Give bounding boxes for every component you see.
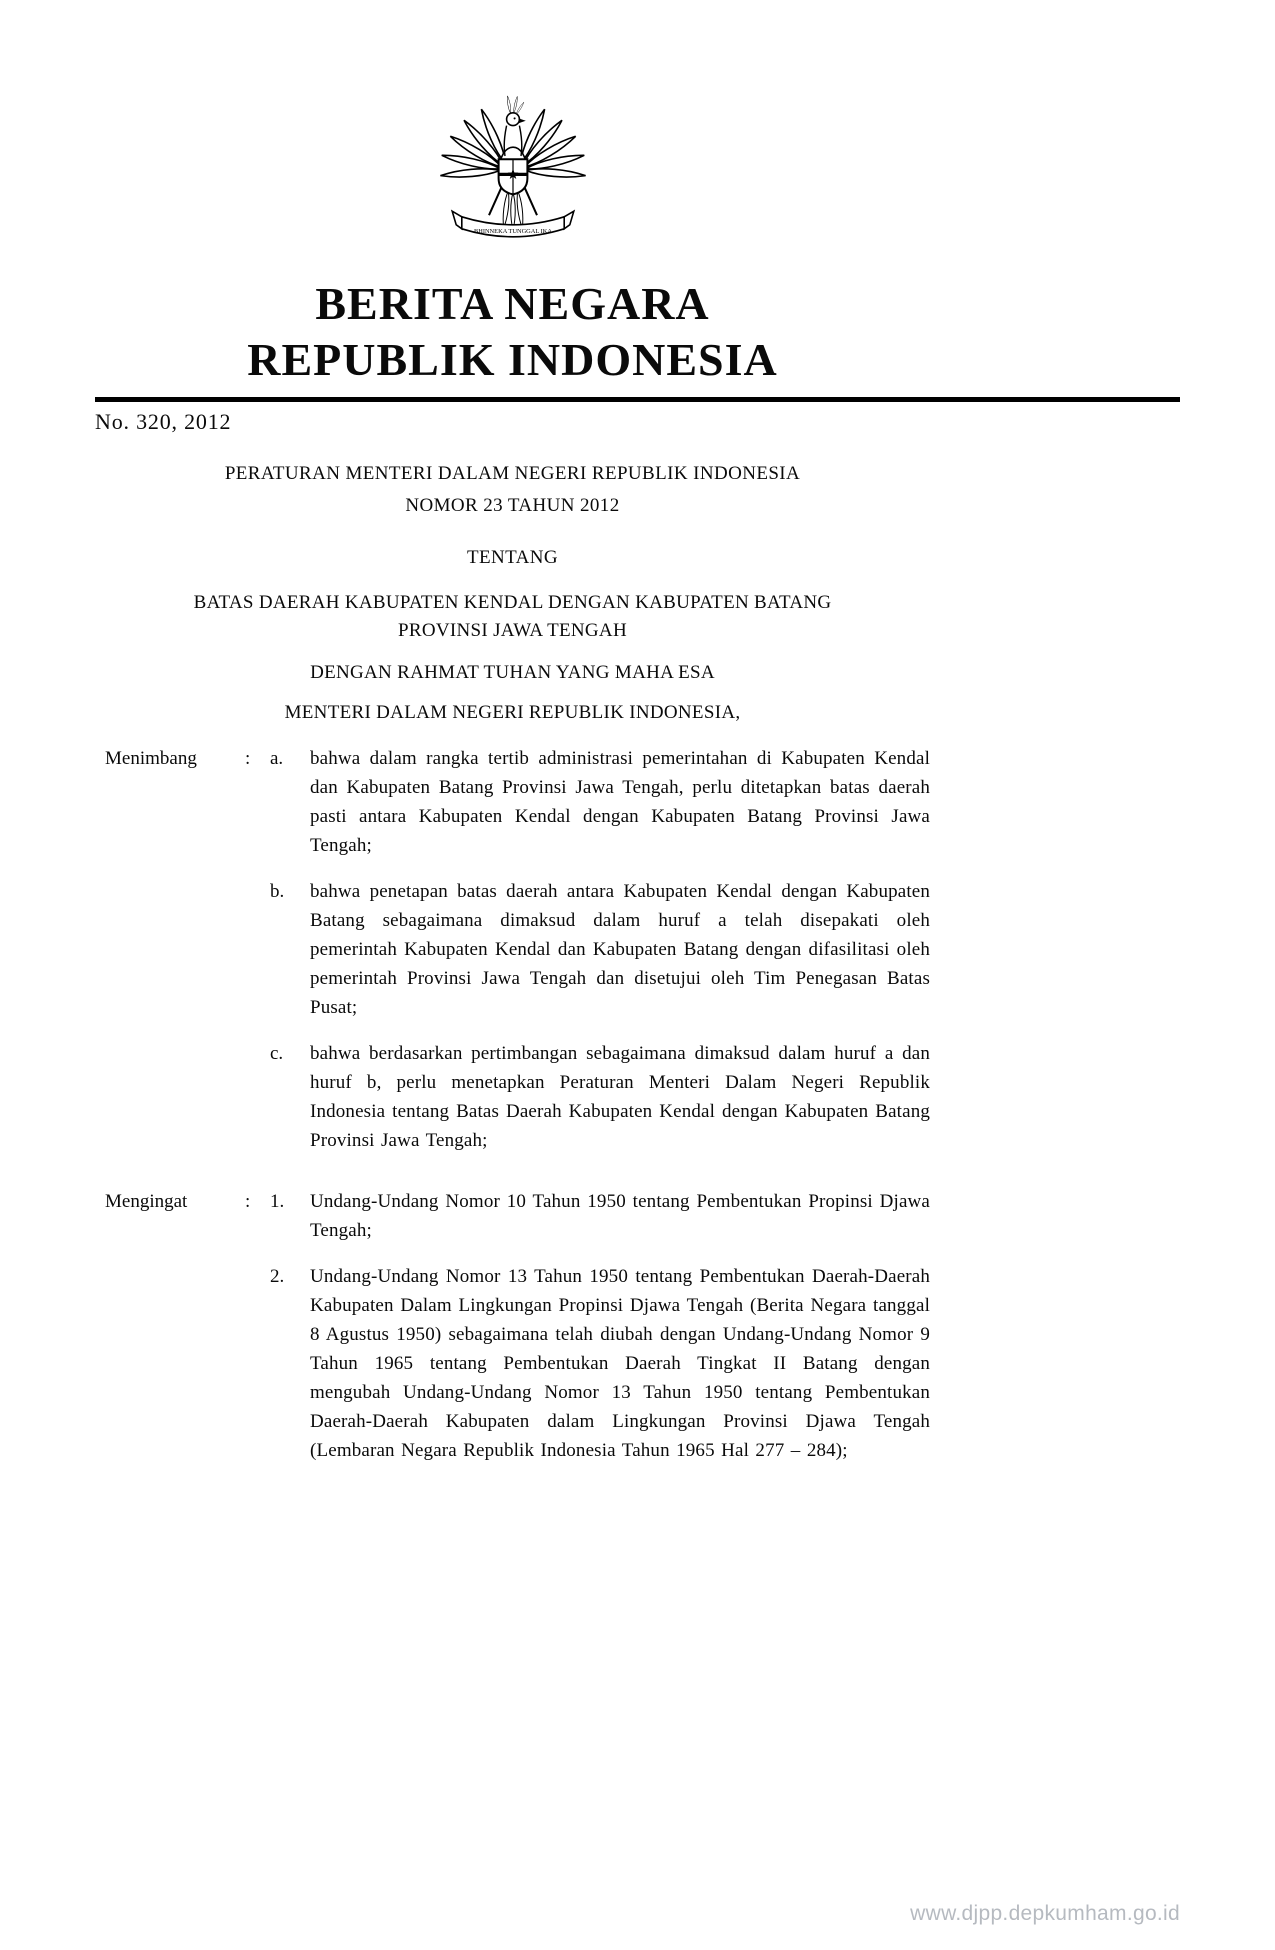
mengingat-item-marker: 1. (270, 1191, 285, 1212)
menimbang-item-text: bahwa dalam rangka tertib administrasi pemerintahan di Kabupaten Kendal dan Kabupaten Batang Provinsi Jawa Tengah, perlu ditetapkan batas daerah pasti antara Kabupaten Kendal dengan Kabupaten Batang Provinsi Jawa Tengah; (310, 748, 930, 856)
menimbang-item-marker: a. (270, 748, 284, 769)
spacer-label (95, 877, 245, 1022)
masthead-line1: BERITA NEGARA (315, 278, 710, 329)
mengingat-item-text: Undang-Undang Nomor 10 Tahun 1950 tentang Pembentukan Propinsi Djawa Tengah; (310, 1191, 930, 1241)
masthead-divider (95, 397, 1180, 402)
menimbang-colon: : (245, 748, 251, 769)
menimbang-section (95, 744, 930, 1465)
garuda-pancasila-emblem (417, 92, 609, 252)
subject-title (95, 589, 930, 645)
masthead-title (95, 276, 930, 388)
spacer-label (95, 1262, 245, 1465)
emblem-motto: BHINNEKA TUNGGAL IKA (473, 227, 552, 235)
mengingat-label: Mengingat (105, 1191, 188, 1212)
menimbang-item-text: bahwa penetapan batas daerah antara Kabupaten Kendal dengan Kabupaten Batang sebagaimana dimaksud dalam huruf a telah disepakati oleh pemerintah Kabupaten Kendal dan Kabupaten Batang dengan difasilitasi oleh pemerintah Provinsi Jawa Tengah dan disetujui oleh Tim Penegasan Batas Pusat; (310, 881, 930, 1018)
spacer-colon (245, 877, 270, 1022)
watermark-url: www.djpp.depkumham.go.id (910, 1902, 1180, 1925)
menimbang-item-a (95, 744, 930, 860)
subject-line2: PROVINSI JAWA TENGAH (398, 620, 627, 641)
menimbang-item-c (95, 1039, 930, 1155)
menimbang-label: Menimbang (105, 748, 197, 769)
mengingat-item-marker: 2. (270, 1266, 285, 1287)
garuda-emblem-graphic (417, 92, 609, 252)
mengingat-item-1 (95, 1187, 930, 1245)
tentang-heading: TENTANG (467, 547, 558, 568)
spacer-colon (245, 1039, 270, 1155)
regulation-title: PERATURAN MENTERI DALAM NEGERI REPUBLIK INDONESIA (224, 463, 801, 484)
menimbang-item-marker: c. (270, 1043, 284, 1064)
issuer-title: MENTERI DALAM NEGERI REPUBLIK INDONESIA, (284, 702, 741, 723)
menimbang-item-b (95, 877, 930, 1022)
menimbang-item-text: bahwa berdasarkan pertimbangan sebagaimana dimaksud dalam huruf a dan huruf b, perlu menetapkan Peraturan Menteri Dalam Negeri Republik Indonesia tentang Batas Daerah Kabupaten Kendal dengan Kabupaten Batang Provinsi Jawa Tengah; (310, 1043, 930, 1151)
spacer-label (95, 1039, 245, 1155)
masthead-line2: REPUBLIK INDONESIA (247, 334, 778, 385)
gazette-number: No. 320, 2012 (95, 409, 232, 434)
regulation-number: NOMOR 23 TAHUN 2012 (405, 495, 620, 516)
spacer-colon (245, 1262, 270, 1465)
subject-line1: BATAS DAERAH KABUPATEN KENDAL DENGAN KABUPATEN BATANG (193, 592, 832, 613)
mengingat-colon: : (245, 1191, 251, 1212)
menimbang-item-marker: b. (270, 881, 285, 902)
mengingat-item-2 (95, 1262, 930, 1465)
document-page (95, 0, 930, 1482)
invocation: DENGAN RAHMAT TUHAN YANG MAHA ESA (310, 662, 715, 683)
mengingat-item-text: Undang-Undang Nomor 13 Tahun 1950 tentang Pembentukan Daerah-Daerah Kabupaten Dalam Lingkungan Propinsi Djawa Tengah (Berita Negara tanggal 8 Agustus 1950) sebagaimana telah diubah dengan Undang-Undang Nomor 9 Tahun 1965 tentang Pembentukan Daerah Tingkat II Batang dengan mengubah Undang-Undang Nomor 13 Tahun 1950 tentang Pembentukan Daerah-Daerah Kabupaten dalam Lingkungan Provinsi Djawa Tengah (Lembaran Negara Republik Indonesia Tahun 1965 Hal 277 – 284); (310, 1266, 930, 1461)
